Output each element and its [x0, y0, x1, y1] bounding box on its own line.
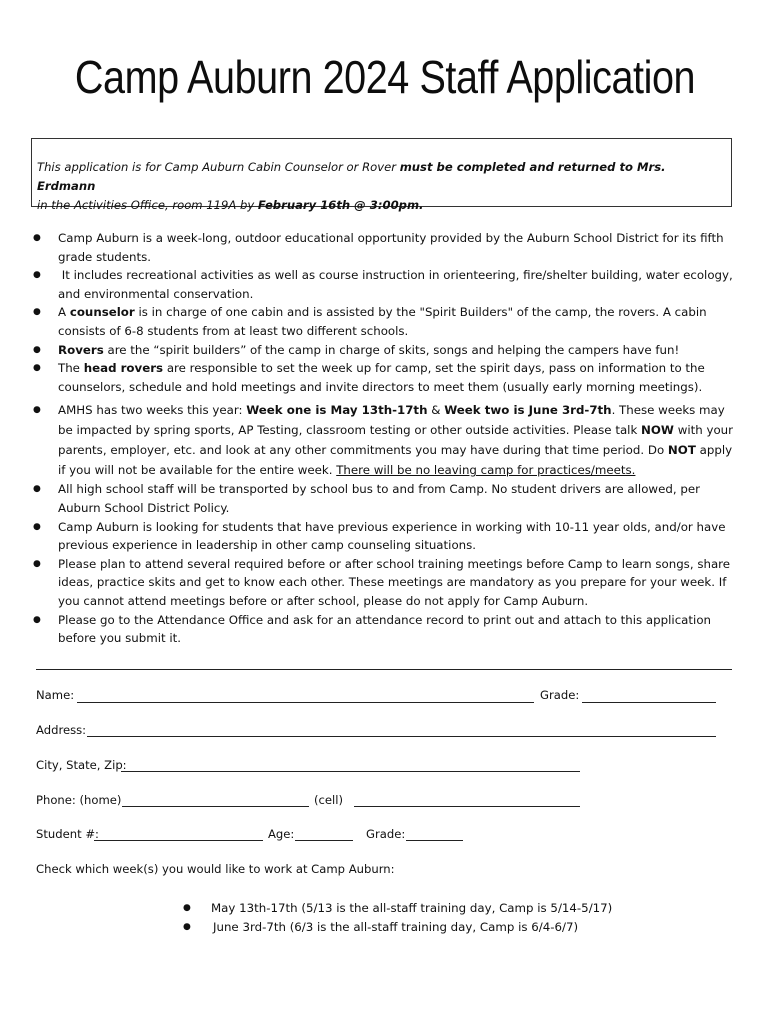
phone-cell-field[interactable]: [354, 806, 580, 807]
list-item: [31, 518, 736, 555]
bullet-text: with your parents, employer, etc. and look at any other commitments you may have during that time period. Do: [58, 423, 734, 458]
bullet-text: are the “spirit builders” of the camp in charge of skits, songs and helping the campers have fun!: [103, 342, 680, 357]
bullet-bold-text: Week one is May 13th-17th: [246, 403, 428, 418]
bullet-text: Please plan to attend several required before or after school training meetings before Camp to learn songs, share ideas, practice skits and get to know each other. These meetings are mandatory as you prepare for your week. If you cannot attend meetings before or after school, please do not apply for Camp Auburn.: [58, 556, 731, 608]
week-options: [178, 899, 612, 937]
bullet-text: It includes recreational activities as well as course instruction in orienteering, fire/shelter building, water ecology, and environmental conservation.: [58, 268, 733, 301]
bullet-text: &: [427, 403, 445, 418]
bullet-text: apply if you will not be available for the entire week.: [58, 443, 733, 478]
list-item: [31, 303, 736, 340]
bullet-text: are responsible to set the week up for camp, set the spirit days, pass on information to the counselors, schedule and hold meetings and invite directors to meet them (usually early morning meetings).: [58, 361, 705, 394]
city-state-zip-field[interactable]: [121, 771, 580, 772]
list-item: [31, 266, 736, 303]
bullet-bold-text: Rovers: [58, 342, 104, 357]
phone-home-label: Phone: (home): [36, 793, 122, 807]
info-bullet-list: [31, 229, 736, 648]
bullet-text: All high school staff will be transported by school bus to and from Camp. No student drivers are allowed, per Auburn School District Policy.: [58, 482, 700, 515]
list-item: [31, 229, 736, 266]
notice-deadline: February 16th @ 3:00pm.: [257, 198, 424, 212]
city-state-zip-label: City, State, Zip:: [36, 758, 127, 772]
weeks-prompt: Check which week(s) you would like to work at Camp Auburn:: [36, 862, 395, 876]
bullet-text: is in charge of one cabin and is assisted by the "Spirit Builders" of the camp, the rovers. A cabin consists of 6-8 students from at least two different schools.: [58, 305, 707, 338]
week-option[interactable]: ● May 13th-17th (5/13 is the all-staff training day, Camp is 5/14-5/17): [178, 899, 612, 918]
bullet-bold-text: Week two is June 3rd-7th: [444, 403, 612, 418]
list-item: [31, 611, 736, 648]
age-label: Age:: [268, 827, 295, 841]
notice-text: in the Activities Office, room 119A by: [37, 198, 258, 212]
notice-text: This application is for Camp Auburn Cabin Counselor or Rover: [37, 160, 400, 174]
address-field[interactable]: [87, 736, 716, 737]
list-item: [31, 555, 736, 611]
week-option[interactable]: ● June 3rd-7th (6/3 is the all-staff training day, Camp is 6/4-6/7): [178, 918, 612, 937]
grade-field-2[interactable]: [406, 840, 463, 841]
list-item: [31, 480, 736, 517]
address-label: Address:: [36, 723, 87, 737]
phone-home-field[interactable]: [122, 806, 309, 807]
list-item: [31, 400, 736, 480]
bullet-bold-text: head rovers: [83, 361, 164, 376]
bullet-underlined-text: There will be no leaving camp for practices/meets.: [336, 463, 636, 478]
grade-label: Grade:: [540, 688, 580, 702]
bullet-bold-text: NOW: [641, 423, 674, 438]
submission-notice: [31, 138, 732, 212]
bullet-text: Camp Auburn is a week-long, outdoor educational opportunity provided by the Auburn School District for its fifth grade students.: [58, 231, 724, 264]
age-field[interactable]: [295, 840, 353, 841]
grade-label-2: Grade:: [366, 827, 406, 841]
notice-bold-text: must be completed and returned to Mrs. Erdmann: [37, 160, 666, 193]
student-number-label: Student #:: [36, 827, 99, 841]
phone-cell-label: (cell): [314, 793, 343, 807]
bullet-text: The: [58, 361, 84, 376]
bullet-bold-text: NOT: [667, 443, 696, 458]
bullet-text: Camp Auburn is looking for students that have previous experience in working with 10-11 year olds, and/or have previous experience in leadership in other camp counseling situations.: [58, 519, 726, 553]
name-field[interactable]: [77, 702, 534, 703]
bullet-text: AMHS has two weeks this year:: [58, 403, 247, 418]
name-label: Name:: [36, 688, 75, 702]
list-item: [31, 341, 736, 360]
page-title: Camp Auburn 2024 Staff Application: [74, 51, 696, 103]
grade-field[interactable]: [582, 702, 716, 703]
bullet-text: A: [58, 305, 70, 320]
student-number-field[interactable]: [94, 840, 263, 841]
bullet-text: Please go to the Attendance Office and ask for an attendance record to print out and attach to this application before you submit it.: [58, 612, 712, 646]
list-item: [31, 359, 736, 396]
bullet-text: . These weeks may be impacted by spring sports, AP Testing, classroom testing or other outside activities. Please talk: [58, 403, 725, 438]
section-divider: [36, 669, 732, 670]
bullet-bold-text: counselor: [69, 305, 135, 320]
